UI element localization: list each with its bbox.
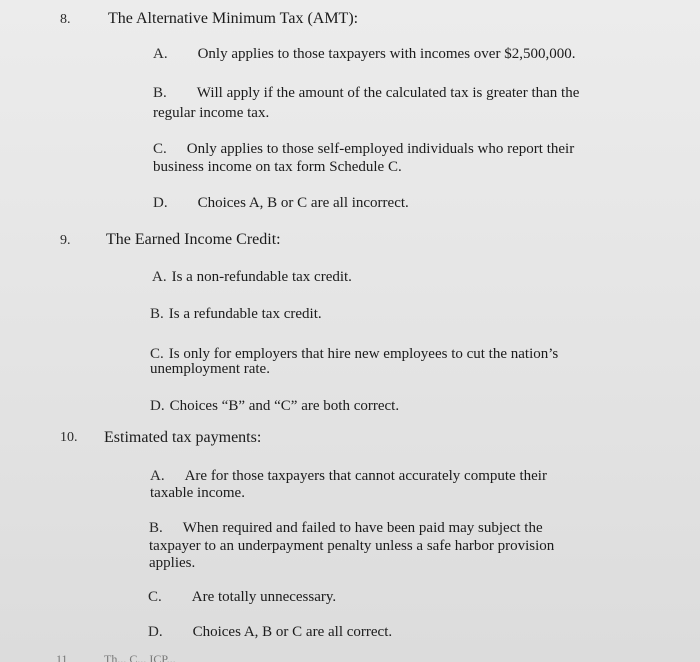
option-text: Is a refundable tax credit.	[168, 306, 322, 322]
question-number: 10.	[60, 430, 78, 445]
option-text-line: Is only for employers that hire new employees to cut the nation’s	[168, 346, 559, 362]
question-stem: The Alternative Minimum Tax (AMT):	[108, 10, 359, 27]
option-letter: A.	[150, 468, 165, 484]
question-stem-cutoff: Th... C... ICP...	[104, 652, 176, 662]
option-text-line: When required and failed to have been paid may subject the	[182, 520, 543, 536]
option-text: Choices A, B or C are all incorrect.	[197, 195, 409, 211]
option-letter: C.	[150, 346, 164, 362]
option-a	[153, 45, 575, 63]
option-letter: A.	[152, 269, 167, 285]
option-b	[150, 305, 322, 323]
option-text: Choices “B” and “C” are both correct.	[169, 398, 400, 414]
option-b	[153, 84, 579, 102]
option-b-continuation: applies.	[149, 555, 196, 571]
option-letter: D.	[150, 398, 165, 414]
option-letter: D.	[148, 624, 163, 640]
option-d	[153, 194, 409, 212]
option-letter: C.	[153, 141, 167, 157]
option-letter: B.	[149, 520, 163, 536]
option-text: Choices A, B or C are all correct.	[192, 624, 393, 640]
option-c	[148, 588, 336, 606]
question-number: 8.	[60, 12, 71, 27]
option-c-continuation: unemployment rate.	[150, 361, 270, 377]
option-letter: A.	[153, 46, 168, 62]
option-b-continuation: regular income tax.	[153, 105, 270, 121]
question-stem: Estimated tax payments:	[104, 429, 262, 446]
option-letter: B.	[153, 85, 167, 101]
option-letter: D.	[153, 195, 168, 211]
option-letter: B.	[150, 306, 164, 322]
option-text: Are totally unnecessary.	[191, 589, 337, 605]
option-a	[150, 467, 547, 485]
option-d	[148, 623, 392, 641]
question-number: 9.	[60, 233, 71, 248]
option-text-line: Will apply if the amount of the calculated tax is greater than the	[196, 85, 580, 101]
option-letter: C.	[148, 589, 162, 605]
option-b-continuation: taxpayer to an underpayment penalty unless a safe harbor provision	[149, 538, 555, 554]
option-b	[149, 519, 543, 537]
option-c	[153, 140, 574, 158]
option-text-line: Only applies to those self-employed individuals who report their	[186, 141, 575, 157]
option-d	[150, 397, 399, 415]
option-text: Only applies to those taxpayers with incomes over $2,500,000.	[197, 46, 576, 62]
option-text-line: Are for those taxpayers that cannot accurately compute their	[184, 468, 547, 484]
question-stem: The Earned Income Credit:	[106, 231, 281, 248]
option-text: Is a non-refundable tax credit.	[171, 269, 352, 285]
option-c-continuation: business income on tax form Schedule C.	[153, 159, 402, 175]
option-a-continuation: taxable income.	[150, 485, 245, 501]
question-number-cutoff: 11	[56, 652, 68, 662]
option-a	[152, 268, 352, 286]
